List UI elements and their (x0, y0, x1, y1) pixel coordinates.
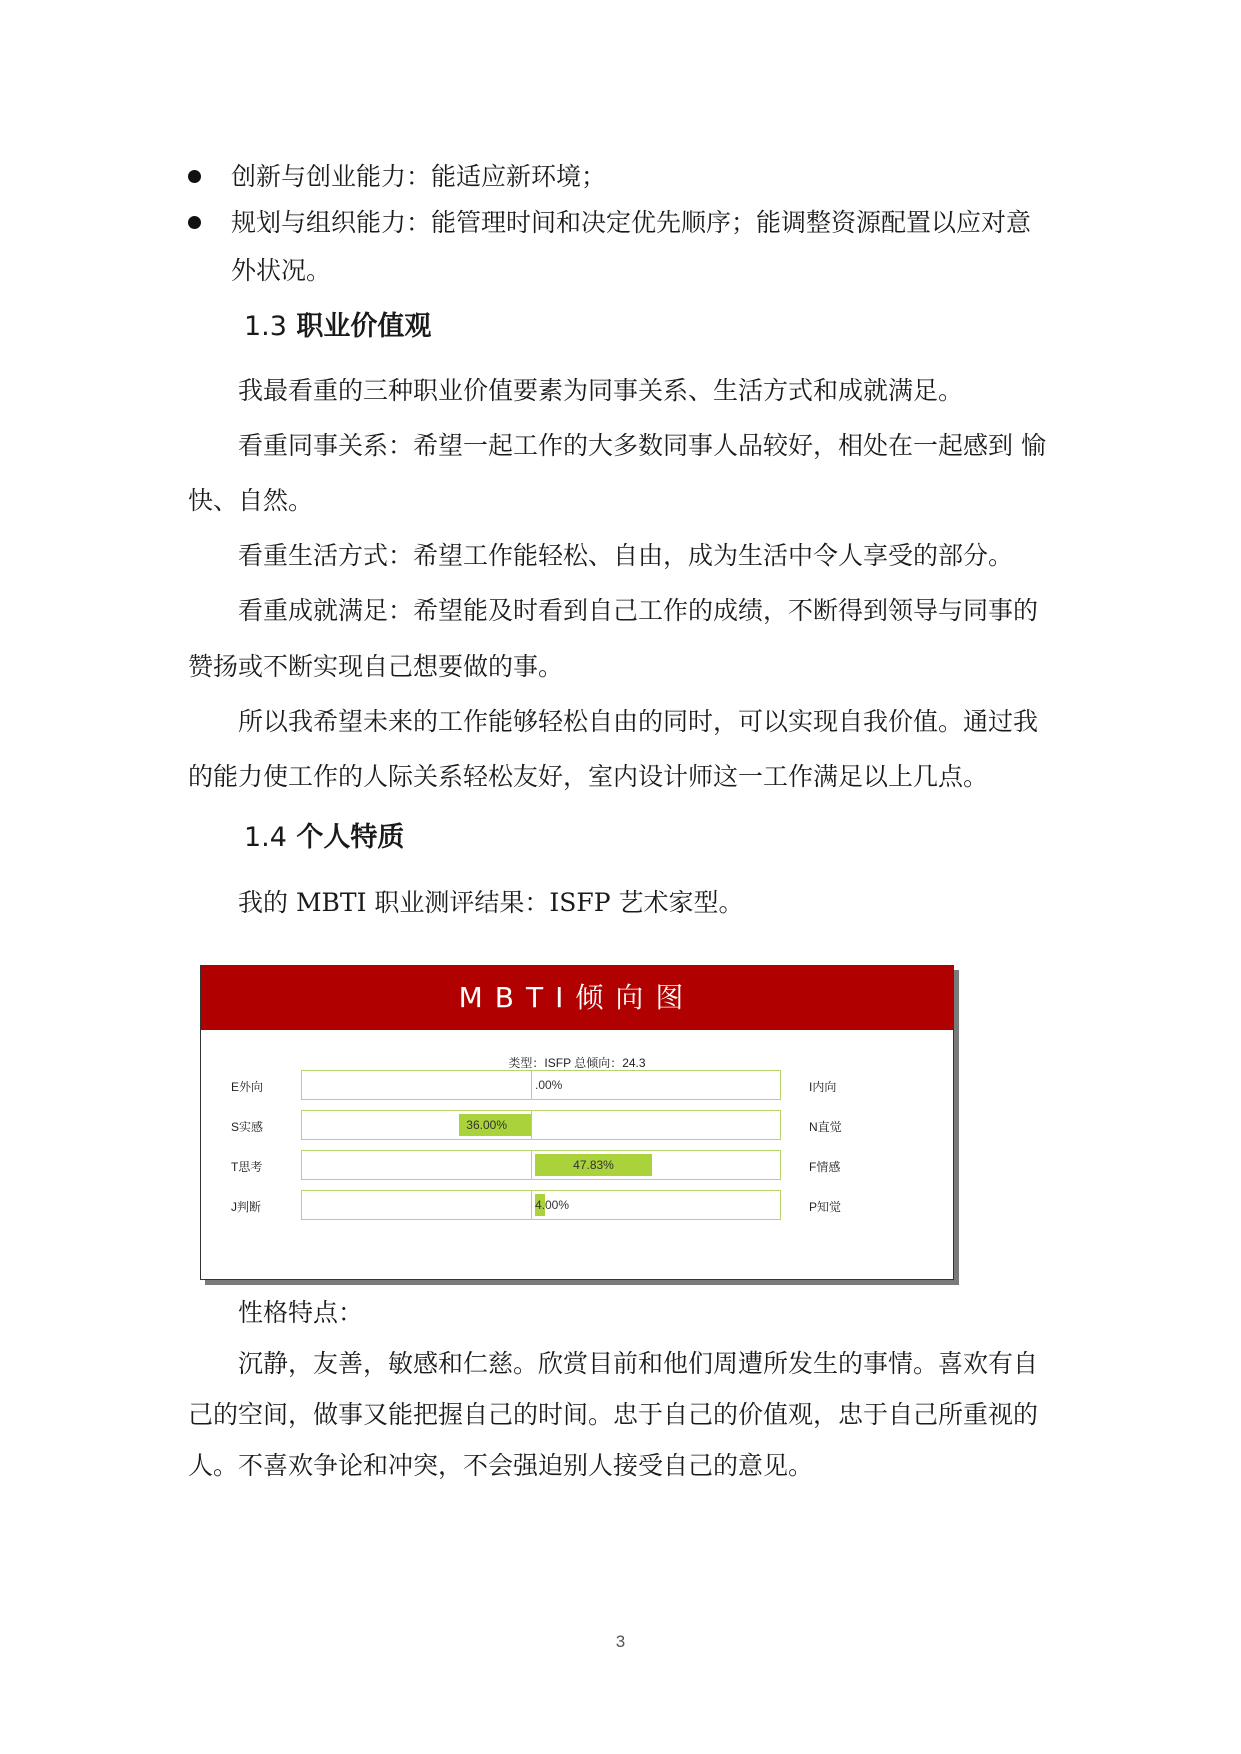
traits-line: 人。不喜欢争论和冲突，不会强迫别人接受自己的意见。 (188, 1451, 814, 1480)
bar-track-left (301, 1070, 551, 1100)
paragraph-line: 看重成就满足：希望能及时看到自己工作的成绩，不断得到领导与同事的 (238, 596, 1039, 625)
bar-track-left (301, 1190, 551, 1220)
bar-value-label: 36.00% (466, 1118, 507, 1132)
traits-line: 沉静，友善，敏感和仁慈。欣赏目前和他们周遭所发生的事情。喜欢有自 (238, 1349, 1039, 1378)
dimension-label-right: N直觉 (809, 1120, 842, 1134)
bullet-text-continuation: 外状况。 (231, 256, 332, 285)
traits-heading: 性格特点： (238, 1298, 364, 1327)
dimension-label-left: E外向 (231, 1080, 264, 1094)
dimension-label-left: J判断 (231, 1200, 262, 1214)
bar-track-right (531, 1190, 781, 1220)
section-title: 个人特质 (296, 822, 405, 853)
traits-line: 己的空间，做事又能把握自己的时间。忠于自己的价值观，忠于自己所重视的 (188, 1400, 1039, 1429)
section-heading (244, 821, 404, 855)
bullet-dot (188, 216, 201, 229)
section-title: 职业价值观 (296, 311, 432, 342)
paragraph-line: 看重同事关系：希望一起工作的大多数同事人品较好，相处在一起感到 愉 (238, 431, 1046, 460)
bar-value-label: 47.83% (573, 1158, 614, 1172)
bar-track-right (531, 1070, 781, 1100)
dimension-label-right: F情感 (809, 1160, 841, 1174)
bar-track-left (301, 1150, 551, 1180)
paragraph-line: 所以我希望未来的工作能够轻松自由的同时，可以实现自我价值。通过我 (238, 707, 1039, 736)
section-heading (244, 310, 431, 344)
paragraph-line: 我最看重的三种职业价值要素为同事关系、生活方式和成就满足。 (238, 376, 964, 405)
paragraph-line: 的能力使工作的人际关系轻松友好，室内设计师这一工作满足以上几点。 (188, 762, 989, 791)
bar-value-label: .00% (535, 1078, 563, 1092)
dimension-label-right: P知觉 (809, 1200, 842, 1214)
dimension-label-left: T思考 (231, 1160, 263, 1174)
bullet-text: 创新与创业能力：能适应新环境； (231, 162, 607, 191)
bullet-text: 规划与组织能力：能管理时间和决定优先顺序；能调整资源配置以应对意 (231, 208, 1032, 237)
dimension-label-left: S实感 (231, 1120, 264, 1134)
chart-summary: 类型：ISFP 总倾向：24.3 (508, 1056, 646, 1070)
bar-track-right (531, 1110, 781, 1140)
bar-track-right (531, 1150, 781, 1180)
bar-value-label: 4.00% (535, 1198, 570, 1212)
dimension-label-right: I内向 (809, 1080, 837, 1094)
mbti-result-line: 我的 MBTI 职业测评结果：ISFP 艺术家型。 (238, 888, 744, 917)
bar-track-left (301, 1110, 551, 1140)
mbti-chart (200, 965, 954, 1280)
paragraph-line: 看重生活方式：希望工作能轻松、自由，成为生活中令人享受的部分。 (238, 541, 1014, 570)
bullet-dot (188, 170, 201, 183)
page-number: 3 (615, 1632, 626, 1651)
paragraph-line: 赞扬或不断实现自己想要做的事。 (188, 652, 564, 681)
paragraph-line: 快、自然。 (188, 486, 314, 515)
section-number: 1.4 (244, 822, 287, 853)
chart-title: MBTI倾向图 (458, 981, 696, 1014)
section-number: 1.3 (244, 311, 287, 342)
